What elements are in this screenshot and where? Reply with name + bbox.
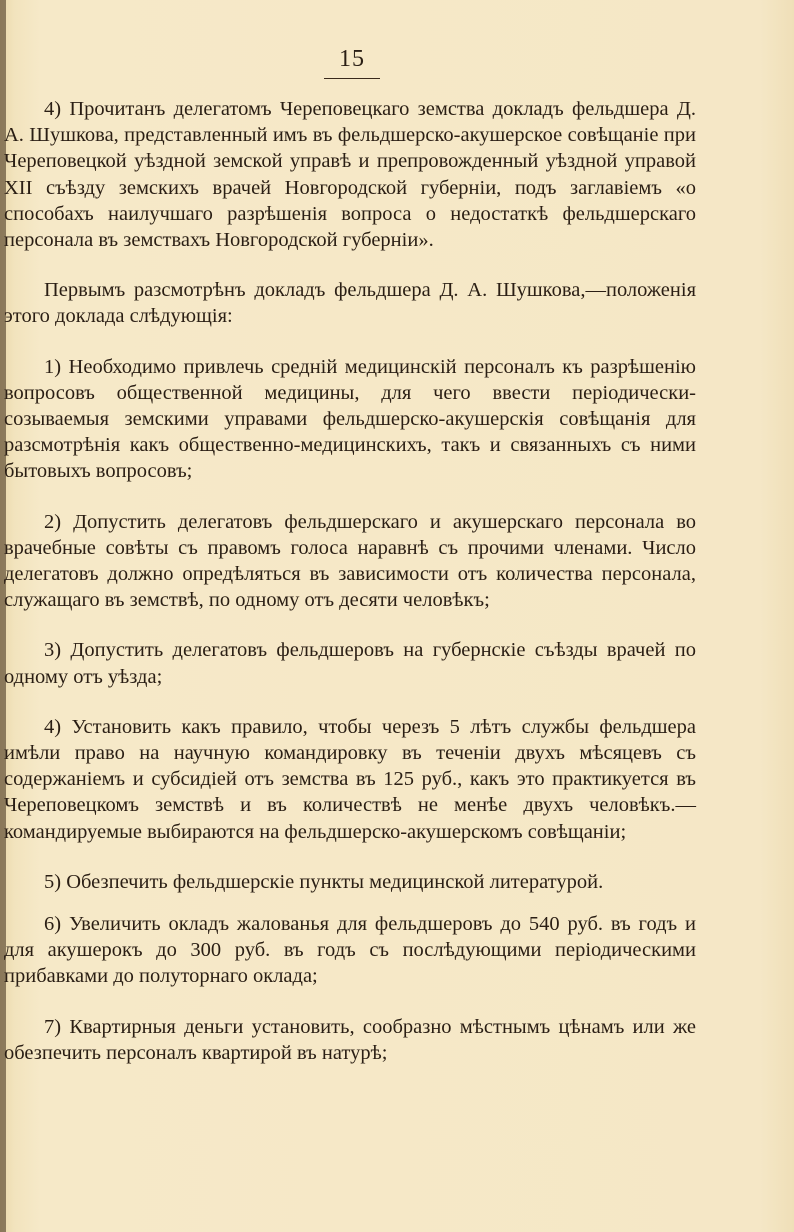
paragraph-thesis-2: 2) Допустить делегатовъ фельдшерскаго и акушерскаго персонала во врачебные совѣты съ правомъ голоса наравнѣ съ прочими членами. Число делегатовъ должно опредѣляться въ зависимости отъ количества персонала, служащаго въ земствѣ, по одному отъ десяти человѣкъ; bbox=[4, 510, 696, 612]
paragraph-thesis-1: 1) Необходимо привлечь средній медицинскій персоналъ къ разрѣшенію вопросовъ общественной медицины, для чего ввести періодически-созываемыя земскими управами фельдшерско-акушерскія совѣщанія для разсмотрѣнія какъ общественно-медицинскихъ, такъ и связанныхъ съ ними бытовыхъ вопросовъ; bbox=[4, 355, 696, 483]
paragraph-thesis-5: 5) Обезпечить фельдшерскіе пункты медицинской литературой. bbox=[44, 870, 604, 893]
paragraph-report-intro: 4) Прочитанъ делегатомъ Череповецкаго земства докладъ фельдшера Д. А. Шушкова, представленный имъ въ фельдшерско-акушерское совѣщаніе при Череповецкой уѣздной земской управѣ и препровожденный уѣздной управой XII съѣзду земскихъ врачей Новгородской губерніи, подъ заглавіемъ «о способахъ наилучшаго разрѣшенія вопроса о недостаткѣ фельдшерскаго персонала въ земствахъ Новгородской губерніи». bbox=[4, 98, 696, 252]
paragraph-thesis-3: 3) Допустить делегатовъ фельдшеровъ на губернскіе съѣзды врачей по одному отъ уѣзда; bbox=[4, 639, 696, 688]
paragraph-thesis-7: 7) Квартирныя деньги установить, сообразно мѣстнымъ цѣнамъ или же обезпечить персоналъ квартирой въ натурѣ; bbox=[4, 1015, 696, 1064]
page-number-underline bbox=[324, 78, 380, 79]
paragraph-theses-intro: Первымъ разсмотрѣнъ докладъ фельдшера Д. А. Шушкова,—положенія этого доклада слѣдующія: bbox=[4, 279, 696, 328]
document-body bbox=[4, 96, 696, 1090]
page-number: 15 bbox=[339, 46, 365, 72]
paragraph-thesis-4: 4) Установить какъ правило, чтобы черезъ 5 лѣтъ службы фельдшера имѣли право на научную командировку въ теченіи двухъ мѣсяцевъ съ содержаніемъ и субсидіей отъ земства въ 125 руб., какъ это практикуется въ Череповецкомъ земствѣ и въ количествѣ не менѣе двухъ человѣкъ.—командируемые выбираются на фельдшерско-акушерскомъ совѣщаніи; bbox=[4, 715, 696, 843]
paragraph-thesis-6: 6) Увеличить окладъ жалованья для фельдшеровъ до 540 руб. въ годъ и для акушерокъ до 300 руб. въ годъ съ послѣдующими періодическими прибавками до полуторнаго оклада; bbox=[4, 913, 696, 988]
